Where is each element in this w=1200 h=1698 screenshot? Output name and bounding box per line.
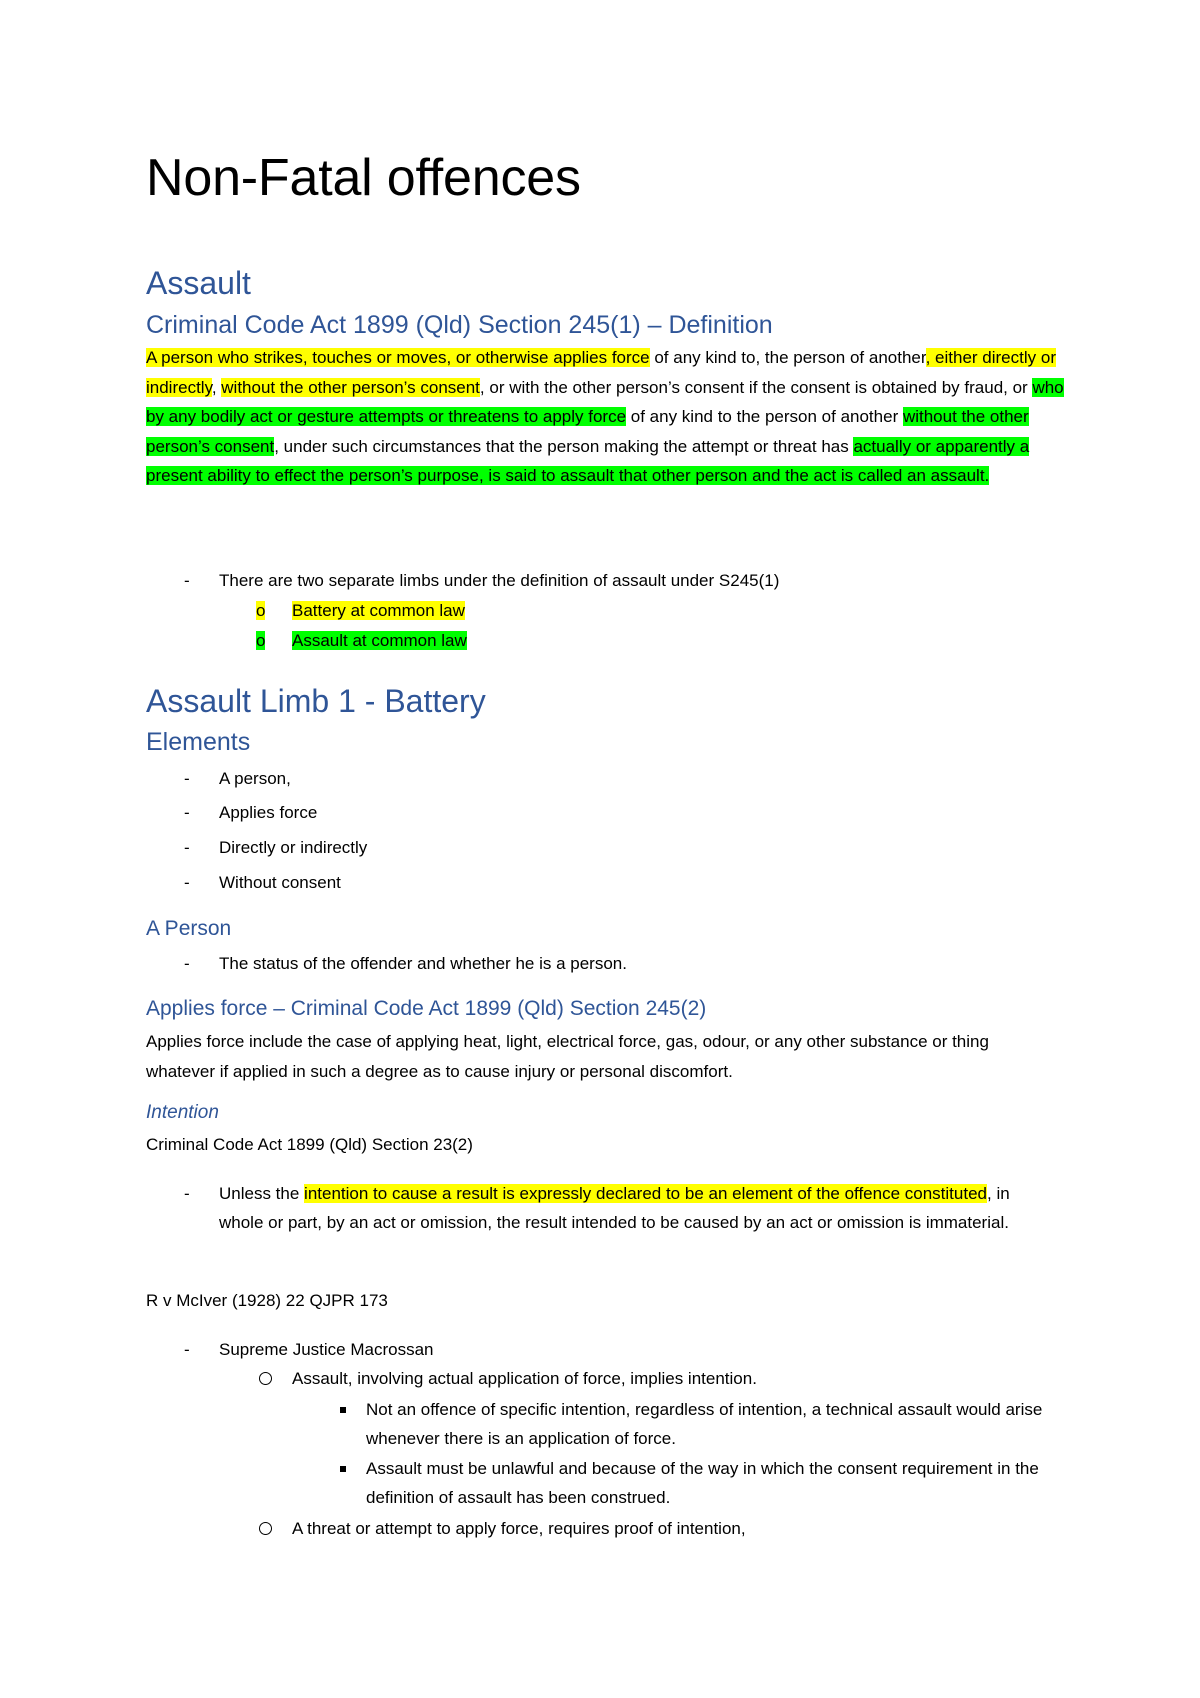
highlight-green: actually or apparently a present ability to effect the person’s purpose, is said to assault that other person and the act is called an assault. bbox=[146, 436, 1030, 485]
element-item: Directly or indirectly bbox=[219, 838, 368, 857]
case-sub-sub-item: Not an offence of specific intention, regardless of intention, a technical assault would arise whenever there is an application of force. bbox=[366, 1400, 1043, 1448]
definition-text: of any kind to the person of another bbox=[626, 407, 903, 426]
case-point: Supreme Justice Macrossan bbox=[219, 1340, 434, 1359]
limb1-heading: Assault Limb 1 - Battery bbox=[146, 683, 486, 719]
dash-bullet: - bbox=[184, 571, 190, 590]
square-bullet bbox=[340, 1407, 346, 1413]
intention-heading: Intention bbox=[146, 1102, 219, 1123]
dash-bullet: - bbox=[184, 1184, 190, 1203]
elements-heading: Elements bbox=[146, 728, 251, 756]
circle-bullet bbox=[259, 1522, 272, 1535]
highlight-yellow: without the other person’s consent bbox=[221, 377, 480, 397]
element-item: Without consent bbox=[219, 873, 341, 892]
square-bullet bbox=[340, 1466, 346, 1472]
limb-item-assault: Assault at common law bbox=[292, 631, 467, 650]
case-sub-sub-item: Assault must be unlawful and because of the way in which the consent requirement in the definition of assault has been construed. bbox=[366, 1459, 1039, 1507]
case-sub-item: A threat or attempt to apply force, requires proof of intention, bbox=[292, 1519, 746, 1538]
a-person-point: The status of the offender and whether he is a person. bbox=[219, 954, 627, 973]
applies-force-text: Applies force include the case of applying heat, light, electrical force, gas, odour, or any other substance or thing whatever if applied in such a degree as to cause injury or personal discomfort. bbox=[146, 1032, 989, 1081]
dash-bullet: - bbox=[184, 838, 190, 857]
circle-bullet bbox=[259, 1372, 272, 1385]
case-name: R v McIver (1928) 22 QJPR 173 bbox=[146, 1291, 388, 1310]
intention-source: Criminal Code Act 1899 (Qld) Section 23(2) bbox=[146, 1135, 473, 1154]
applies-force-heading: Applies force – Criminal Code Act 1899 (Qld) Section 245(2) bbox=[146, 997, 707, 1020]
case-sub-item: Assault, involving actual application of force, implies intention. bbox=[292, 1369, 757, 1388]
dash-bullet: - bbox=[184, 954, 190, 973]
a-person-heading: A Person bbox=[146, 917, 232, 940]
limb-item-battery: Battery at common law bbox=[292, 601, 465, 620]
document-title: Non-Fatal offences bbox=[146, 149, 581, 207]
limbs-intro: There are two separate limbs under the definition of assault under S245(1) bbox=[219, 571, 780, 590]
dash-bullet: - bbox=[184, 1340, 190, 1359]
o-bullet: o bbox=[256, 601, 266, 620]
highlight-yellow: , either directly or indirectly bbox=[146, 348, 1056, 397]
dash-bullet: - bbox=[184, 803, 190, 822]
assault-heading: Assault bbox=[146, 265, 251, 301]
intention-point: Unless the intention to cause a result is expressly declared to be an element of the offence constituted, in whole or part, by an act or omission, the result intended to be caused by an act or omission is immaterial. bbox=[219, 1184, 1010, 1232]
highlight-yellow: intention to cause a result is expressly declared to be an element of the offence constituted bbox=[304, 1184, 987, 1203]
definition-paragraph bbox=[146, 343, 1066, 491]
definition-heading: Criminal Code Act 1899 (Qld) Section 245(1) – Definition bbox=[146, 311, 773, 339]
highlight-green: without the other person’s consent bbox=[146, 407, 1029, 456]
element-item: A person, bbox=[219, 769, 291, 788]
definition-text: of any kind to, the person of another bbox=[649, 348, 926, 367]
dash-bullet: - bbox=[184, 769, 190, 788]
definition-text: , bbox=[211, 377, 222, 397]
definition-text: , under such circumstances that the person making the attempt or threat has bbox=[274, 436, 854, 456]
highlight-yellow: A person who strikes, touches or moves, or otherwise applies force bbox=[146, 348, 650, 367]
element-item: Applies force bbox=[219, 803, 318, 822]
highlight-green: who by any bodily act or gesture attempts or threatens to apply force bbox=[146, 377, 1064, 426]
o-bullet: o bbox=[256, 631, 266, 650]
dash-bullet: - bbox=[184, 873, 190, 892]
definition-text: , or with the other person’s consent if the consent is obtained by fraud, or bbox=[479, 377, 1033, 397]
